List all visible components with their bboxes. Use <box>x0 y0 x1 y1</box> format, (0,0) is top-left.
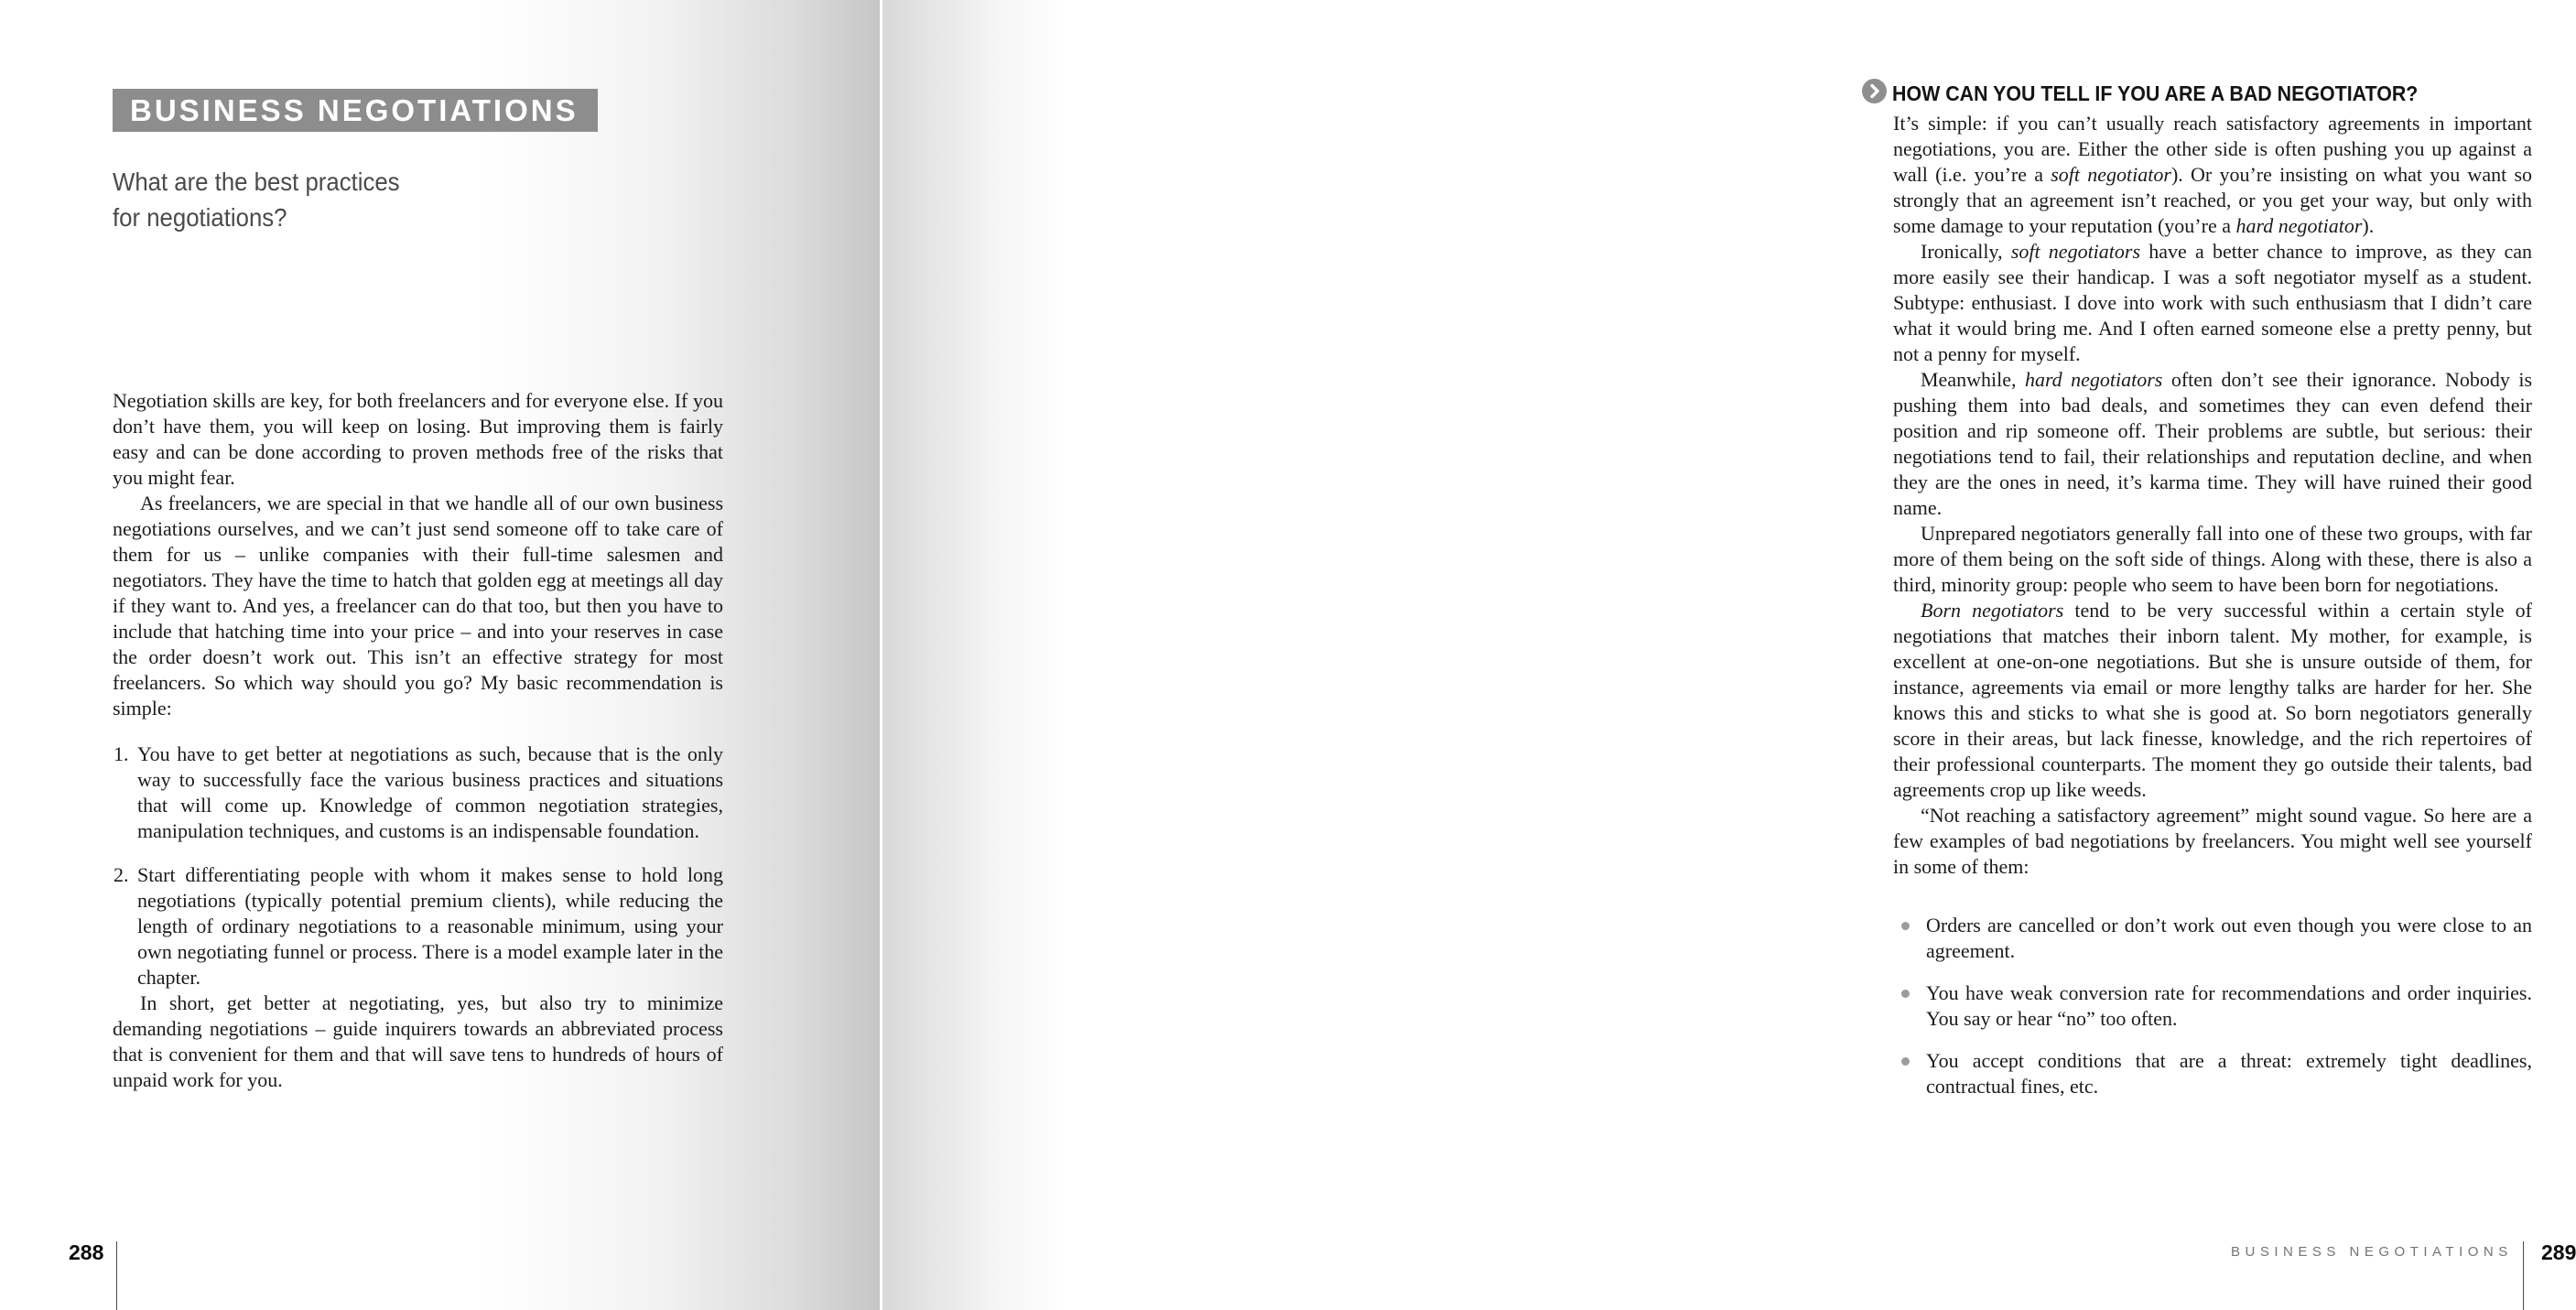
footer-chapter-label: BUSINESS NEGOTIATIONS <box>2231 1244 2513 1260</box>
paragraph <box>137 862 723 991</box>
page-number-right: 289 <box>2541 1240 2576 1264</box>
text-run: tend to be very successful within a certain style of negotiations that matches their inborn talent. My mother, for example, is excellent at one-on-one negotiations. But she is unsure outside of them, for instance, agreements via email or more lengthy talks are harder for her. She knows this and sticks to what she is good at. So born negotiators generally score in their areas, but lack finesse, knowledge, and the rich repertoires of their professional counterparts. The moment they go outside their talents, bad agreements crop up like weeds. <box>1893 599 2532 801</box>
numbered-list-item <box>113 742 723 844</box>
list-number: 1. <box>114 742 129 765</box>
bullet-dot-icon <box>1901 1057 1910 1066</box>
subtitle-line: for negotiations? <box>113 203 287 232</box>
right-paragraphs <box>1893 111 2532 880</box>
section-heading-arrow-icon <box>1862 79 1887 103</box>
chapter-title-box <box>113 89 598 132</box>
section-heading-text: HOW CAN YOU TELL IF YOU ARE A BAD NEGOTIATOR? <box>1892 81 2419 105</box>
text-run: You accept conditions that are a threat: extremely tight deadlines, contractual fines, etc. <box>1926 1049 2532 1098</box>
text-run: Unprepared negotiators generally fall into one of these two groups, with far more of them being on the soft side of things. Along with these, there is also a third, minority group: people who seem to have been born for negotiations. <box>1893 522 2532 596</box>
bullet-item <box>1893 913 2532 964</box>
paragraph <box>1893 111 2532 239</box>
bullet-item <box>1893 980 2532 1032</box>
text-run: You have to get better at negotiations as such, because that is the only way to successfully face the various business practices and situations that will come up. Knowledge of common negotiation strategies, manipulation techniques, and customs is an indispensable foundation. <box>137 742 723 842</box>
text-run: often don’t see their ignorance. Nobody is pushing them into bad deals, and sometimes they can even defend their position and rip someone off. Their problems are subtle, but serious: their negotiations tend to fail, their relationships and reputation decline, and when they are the ones in need, it’s karma time. They will have ruined their good name. <box>1893 368 2533 519</box>
paragraph <box>1926 913 2532 964</box>
page-subtitle <box>113 164 425 235</box>
subtitle-line: What are the best practices <box>113 168 400 196</box>
footer-divider-left <box>116 1241 117 1310</box>
numbered-list <box>113 742 723 991</box>
text-run: Born negotiators <box>1921 599 2064 622</box>
text-run: In short, get better at negotiating, yes, but also try to minimize demanding negotiations – guide inquirers towards an abbreviated process that is convenient for them and that will save tens to hundreds of hours of unpaid work for you. <box>113 991 723 1091</box>
left-paragraphs <box>113 388 723 721</box>
paragraph <box>113 491 723 721</box>
paragraph <box>1926 980 2532 1032</box>
text-run: As freelancers, we are special in that we handle all of our own business negotiations ourselves, and we can’t just send someone off to take care of them for us – unlike companies with their full-time salesmen and negotiators. They have the time to hatch that golden egg at meetings all day if they want to. And yes, a freelancer can do that too, but then you have to include that hatching time into your price – and into your reserves in case the order doesn’t work out. This isn’t an effective strategy for most freelancers. So which way should you go? My basic recommendation is simple: <box>113 492 723 720</box>
bullet-dot-icon <box>1901 990 1910 998</box>
bullet-list <box>1893 913 2532 1099</box>
paragraph <box>113 388 723 491</box>
chapter-title: BUSINESS NEGOTIATIONS <box>130 92 579 127</box>
right-body-text <box>1893 111 2532 1099</box>
section-heading <box>1892 81 2458 106</box>
paragraph <box>1893 239 2532 367</box>
text-run: Negotiation skills are key, for both freelancers and for everyone else. If you don’t have them, you will keep on losing. But improving them is fairly easy and can be done according to proven methods free of the risks that you might fear. <box>113 389 723 489</box>
paragraph <box>1926 1048 2532 1099</box>
text-run: hard negotiators <box>2024 368 2163 391</box>
paragraph <box>1893 803 2532 880</box>
paragraph <box>1893 598 2532 803</box>
text-run: ). Or you’re insisting on what you want so strongly that an agreement isn’t reached, or you get your way, but only with some damage to your reputation (you’re a <box>1893 163 2532 237</box>
closing-paragraph <box>113 991 723 1093</box>
text-run: “Not reaching a satisfactory agreement” might sound vague. So here are a few examples of bad negotiations by freelancers. You might well see yourself in some of them: <box>1893 804 2532 878</box>
right-page <box>882 0 2576 1310</box>
numbered-list-item <box>113 862 723 991</box>
text-run: It’s simple: if you can’t usually reach satisfactory agreements in important negotiations, you are. Either the other side is often pushing you up against a wall (i.e. you’re a <box>1893 112 2532 186</box>
text-run: soft negotiators <box>2010 240 2141 263</box>
text-run: Ironically, <box>1921 240 2011 263</box>
paragraph <box>1893 367 2532 521</box>
text-run: soft negotiator <box>2051 163 2171 186</box>
bullet-item <box>1893 1048 2532 1099</box>
text-run: hard negotiator <box>2235 214 2363 237</box>
text-run: Orders are cancelled or don’t work out even though you were close to an agreement. <box>1926 914 2532 962</box>
paragraph <box>137 742 723 844</box>
left-body-text <box>113 388 723 1093</box>
paragraph <box>1893 521 2532 598</box>
list-number: 2. <box>114 863 129 886</box>
text-run: ). <box>2362 214 2375 237</box>
text-run: have a better chance to improve, as they can more easily see their handicap. I was a soft negotiator myself as a student. Subtype: enthusiast. I dove into work with such enthusiasm that I didn’t care what it would bring me. And I often earned someone else a pretty penny, but not a penny for myself. <box>1893 240 2533 365</box>
left-page <box>0 0 880 1310</box>
page-number-left: 288 <box>69 1240 104 1264</box>
bullet-dot-icon <box>1901 922 1910 930</box>
footer-divider-right <box>2523 1241 2524 1310</box>
text-run: Start differentiating people with whom it makes sense to hold long negotiations (typically potential premium clients), while reducing the length of ordinary negotiations to a reasonable minimum, using your own negotiating funnel or process. There is a model example later in the chapter. <box>137 863 723 989</box>
text-run: Meanwhile, <box>1921 368 2025 391</box>
text-run: You have weak conversion rate for recommendations and order inquiries. You say or hear “no” too often. <box>1926 981 2532 1030</box>
